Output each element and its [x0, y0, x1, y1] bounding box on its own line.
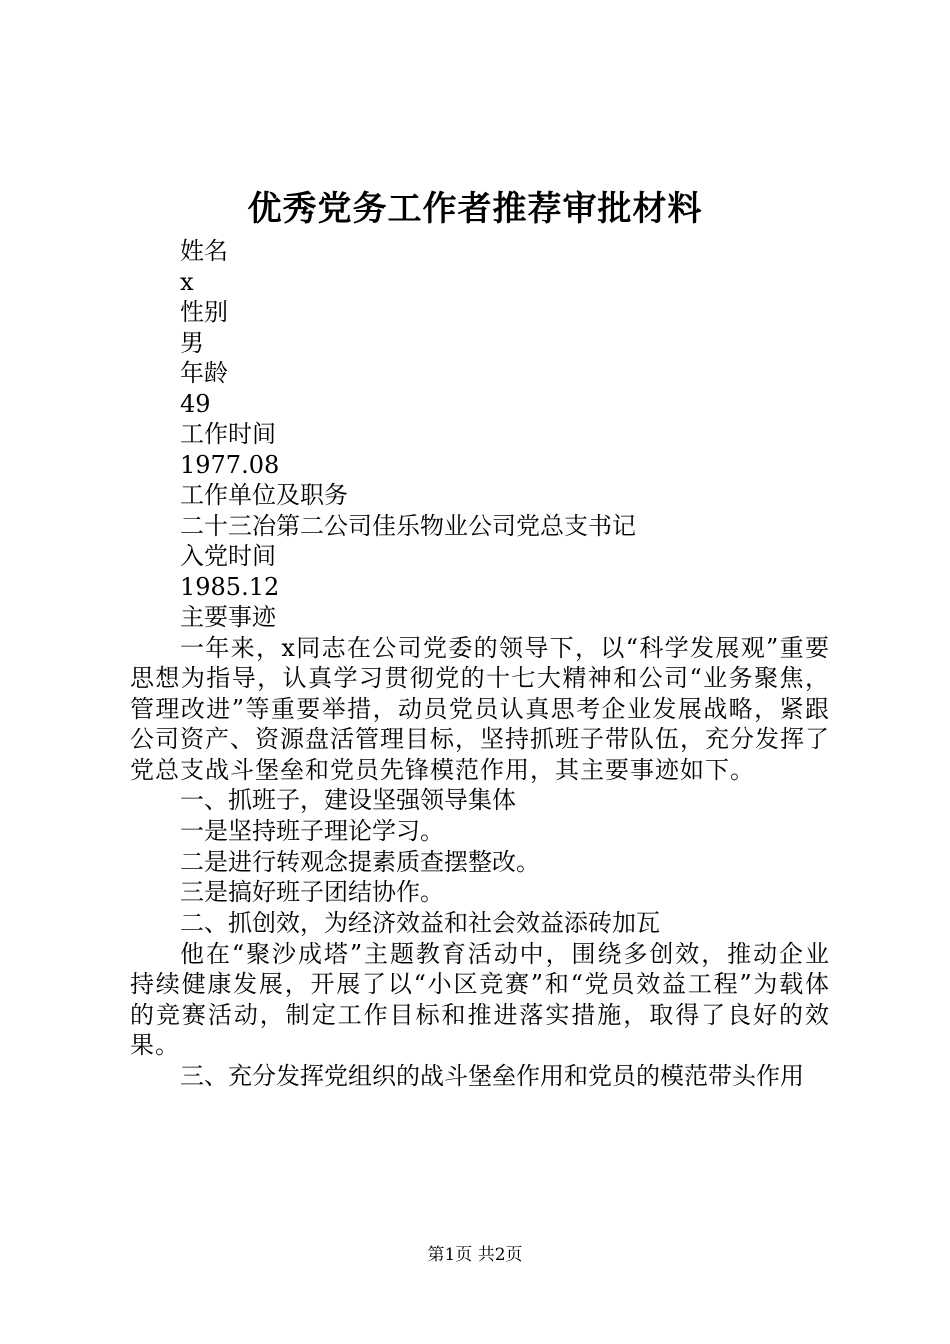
section-1-item: 一是坚持班子理论学习。	[180, 817, 444, 845]
field-party-join-value: 1985.12	[180, 572, 280, 601]
field-gender-label: 性别	[180, 298, 228, 326]
section-1-item: 三是搞好班子团结协作。	[180, 878, 444, 906]
document-title: 优秀党务工作者推荐审批材料	[247, 189, 703, 229]
document-body	[130, 236, 830, 1092]
field-employer-position-label: 工作单位及职务	[180, 481, 348, 509]
section-2-paragraph: 他在“聚沙成塔”主题教育活动中，围绕多创效，推动企业持续健康发展，开展了以“小区竞赛”和“党员效益工程”为载体的竞赛活动，制定工作目标和推进落实措施，取得了良好的效果。	[130, 939, 830, 1059]
field-age-label: 年龄	[180, 359, 228, 387]
section-1-item: 二是进行转观念提素质查摆整改。	[180, 847, 540, 876]
page-footer	[0, 1244, 950, 1266]
section-1-heading: 一、抓班子，建设坚强领导集体	[180, 786, 516, 814]
field-name-value: x	[180, 267, 194, 296]
field-name-label: 姓名	[180, 237, 228, 265]
field-employer-position-value: 二十三冶第二公司佳乐物业公司党总支书记	[180, 511, 636, 540]
field-age-value: 49	[180, 389, 211, 418]
page-number: 第1页 共2页	[427, 1245, 523, 1265]
intro-paragraph: 一年来，x同志在公司党委的领导下，以“科学发展观”重要思想为指导，认真学习贯彻党的十七大精神和公司“业务聚焦，管理改进”等重要举措，动员党员认真思考企业发展战略，紧跟公司资产、资源盘活管理目标，坚持抓班子带队伍，充分发挥了党总支战斗堡垒和党员先锋模范作用，其主要事迹如下。	[130, 633, 830, 784]
field-work-start-label: 工作时间	[180, 420, 276, 448]
main-deeds-label: 主要事迹	[180, 603, 276, 631]
section-3-heading: 三、充分发挥党组织的战斗堡垒作用和党员的模范带头作用	[180, 1061, 804, 1090]
field-gender-value: 男	[180, 328, 204, 357]
section-2-heading: 二、抓创效，为经济效益和社会效益添砖加瓦	[180, 908, 660, 937]
field-work-start-value: 1977.08	[180, 450, 280, 479]
field-party-join-label: 入党时间	[180, 542, 276, 570]
